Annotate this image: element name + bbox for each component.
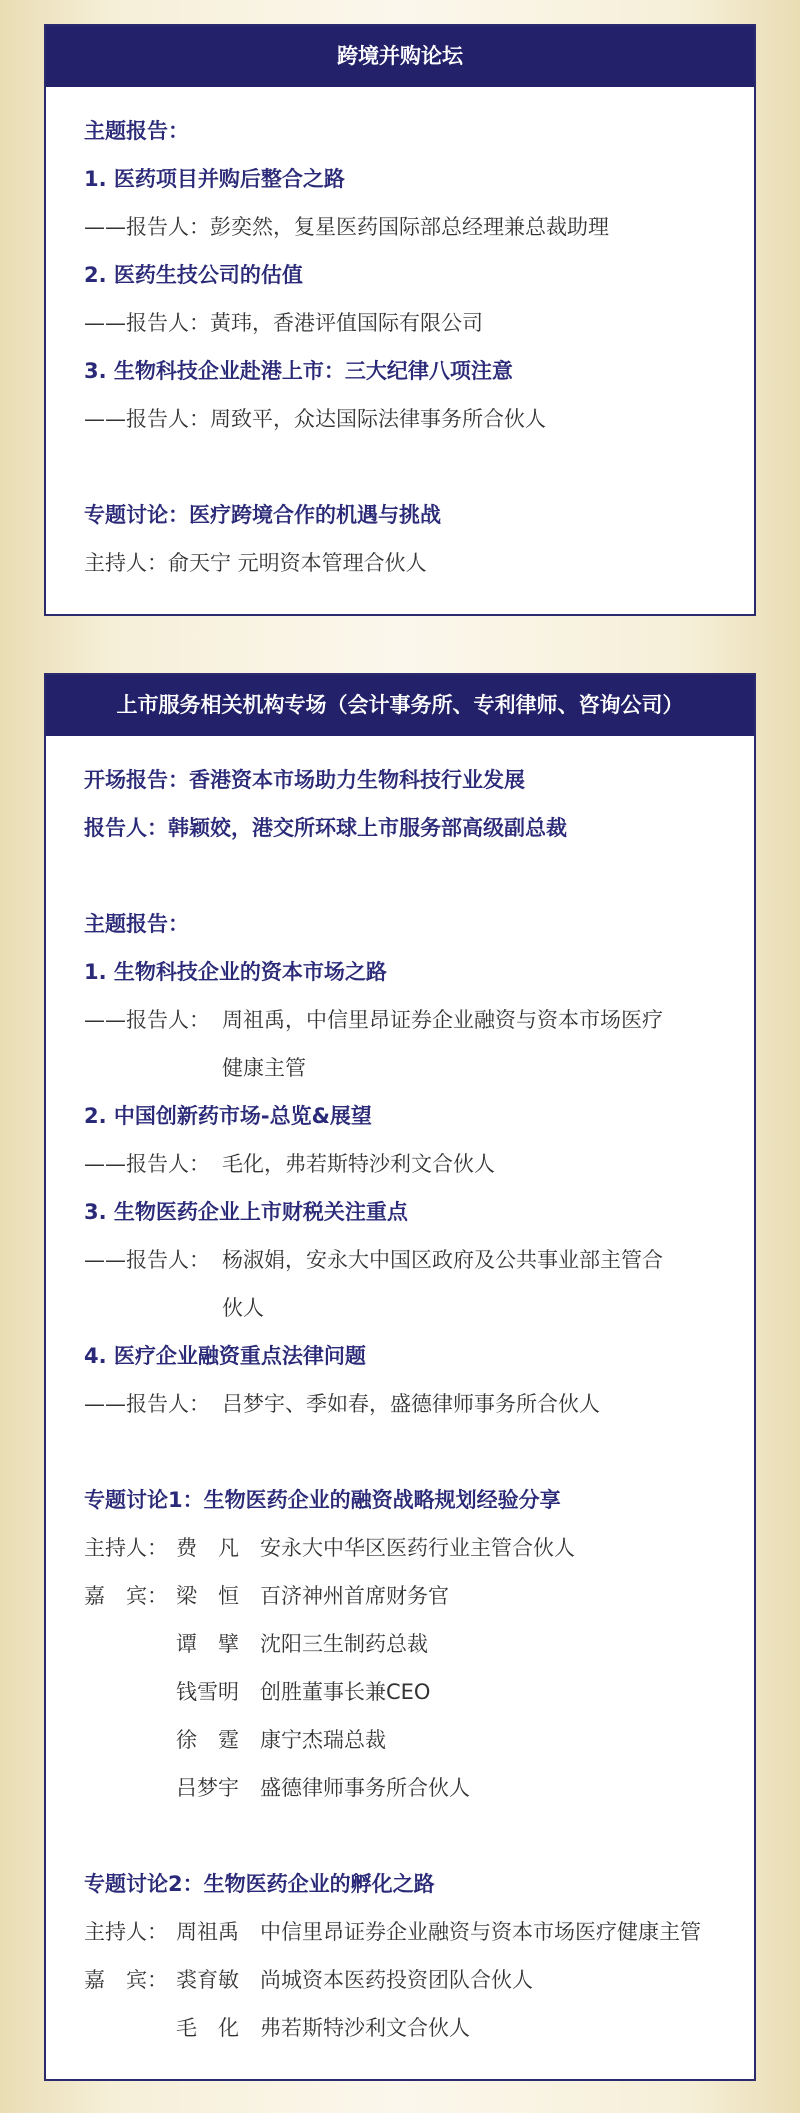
panel-title: 专题讨论2：生物医药企业的孵化之路 [84,1872,435,1896]
panel-row: 吕梦宇 盛德律师事务所合伙人 [176,1776,470,1800]
keynote-heading: 主题报告： [84,119,189,143]
talk-reporter: ——报告人：周致平，众达国际法律事务所合伙人 [84,407,546,431]
talk-title: 1. 生物科技企业的资本市场之路 [84,960,387,984]
talk-title: 1. 医药项目并购后整合之路 [84,167,345,191]
forum-card-listing-services [44,673,756,2081]
talk-title: 3. 生物医药企业上市财税关注重点 [84,1200,408,1224]
forum-card-cross-border [44,24,756,616]
talk-title: 2. 中国创新药市场-总览&展望 [84,1104,372,1128]
panel-row: 主持人： 周祖禹 中信里昂证券企业融资与资本市场医疗健康主管 [84,1920,701,1944]
panel-title: 专题讨论1：生物医药企业的融资战略规划经验分享 [84,1488,561,1512]
panel-row: 嘉 宾： 梁 恒 百济神州首席财务官 [84,1584,449,1608]
talk-title: 3. 生物科技企业赴港上市：三大纪律八项注意 [84,359,513,383]
card-header: 跨境并购论坛 [46,26,754,87]
card-body [46,736,754,2052]
panel-row: 钱雪明 创胜董事长兼CEO [176,1680,431,1704]
keynote-heading: 主题报告： [84,912,189,936]
panel-row: 徐 霆 康宁杰瑞总裁 [176,1728,386,1752]
panel-row: 主持人： 费 凡 安永大中华区医药行业主管合伙人 [84,1536,575,1560]
panel-row: 谭 擘 沈阳三生制药总裁 [176,1632,428,1656]
panel-row: 嘉 宾： 裘育敏 尚城资本医药投资团队合伙人 [84,1968,533,1992]
talk-reporter: ——报告人： 毛化，弗若斯特沙利文合伙人 [84,1152,495,1176]
talk-title: 2. 医药生技公司的估值 [84,263,303,287]
talk-title: 4. 医疗企业融资重点法律问题 [84,1344,366,1368]
card-header: 上市服务相关机构专场（会计事务所、专利律师、咨询公司） [46,675,754,736]
panel-title: 专题讨论：医疗跨境合作的机遇与挑战 [84,503,441,527]
opening-reporter: 报告人：韩颖姣，港交所环球上市服务部高级副总裁 [84,816,567,840]
talk-reporter: ——报告人： 杨淑娟，安永大中国区政府及公共事业部主管合 伙人 [84,1248,663,1320]
talk-reporter: ——报告人： 周祖禹，中信里昂证券企业融资与资本市场医疗 健康主管 [84,1008,663,1080]
panel-host: 主持人：俞天宁 元明资本管理合伙人 [84,551,427,575]
opening-report: 开场报告：香港资本市场助力生物科技行业发展 [84,768,525,792]
talk-reporter: ——报告人：黃玮，香港评值国际有限公司 [84,311,483,335]
panel-row: 毛 化 弗若斯特沙利文合伙人 [176,2016,470,2040]
talk-reporter: ——报告人：彭奕然，复星医药国际部总经理兼总裁助理 [84,215,609,239]
talk-reporter: ——报告人： 吕梦宇、季如春，盛德律师事务所合伙人 [84,1392,600,1416]
card-body [46,87,754,587]
